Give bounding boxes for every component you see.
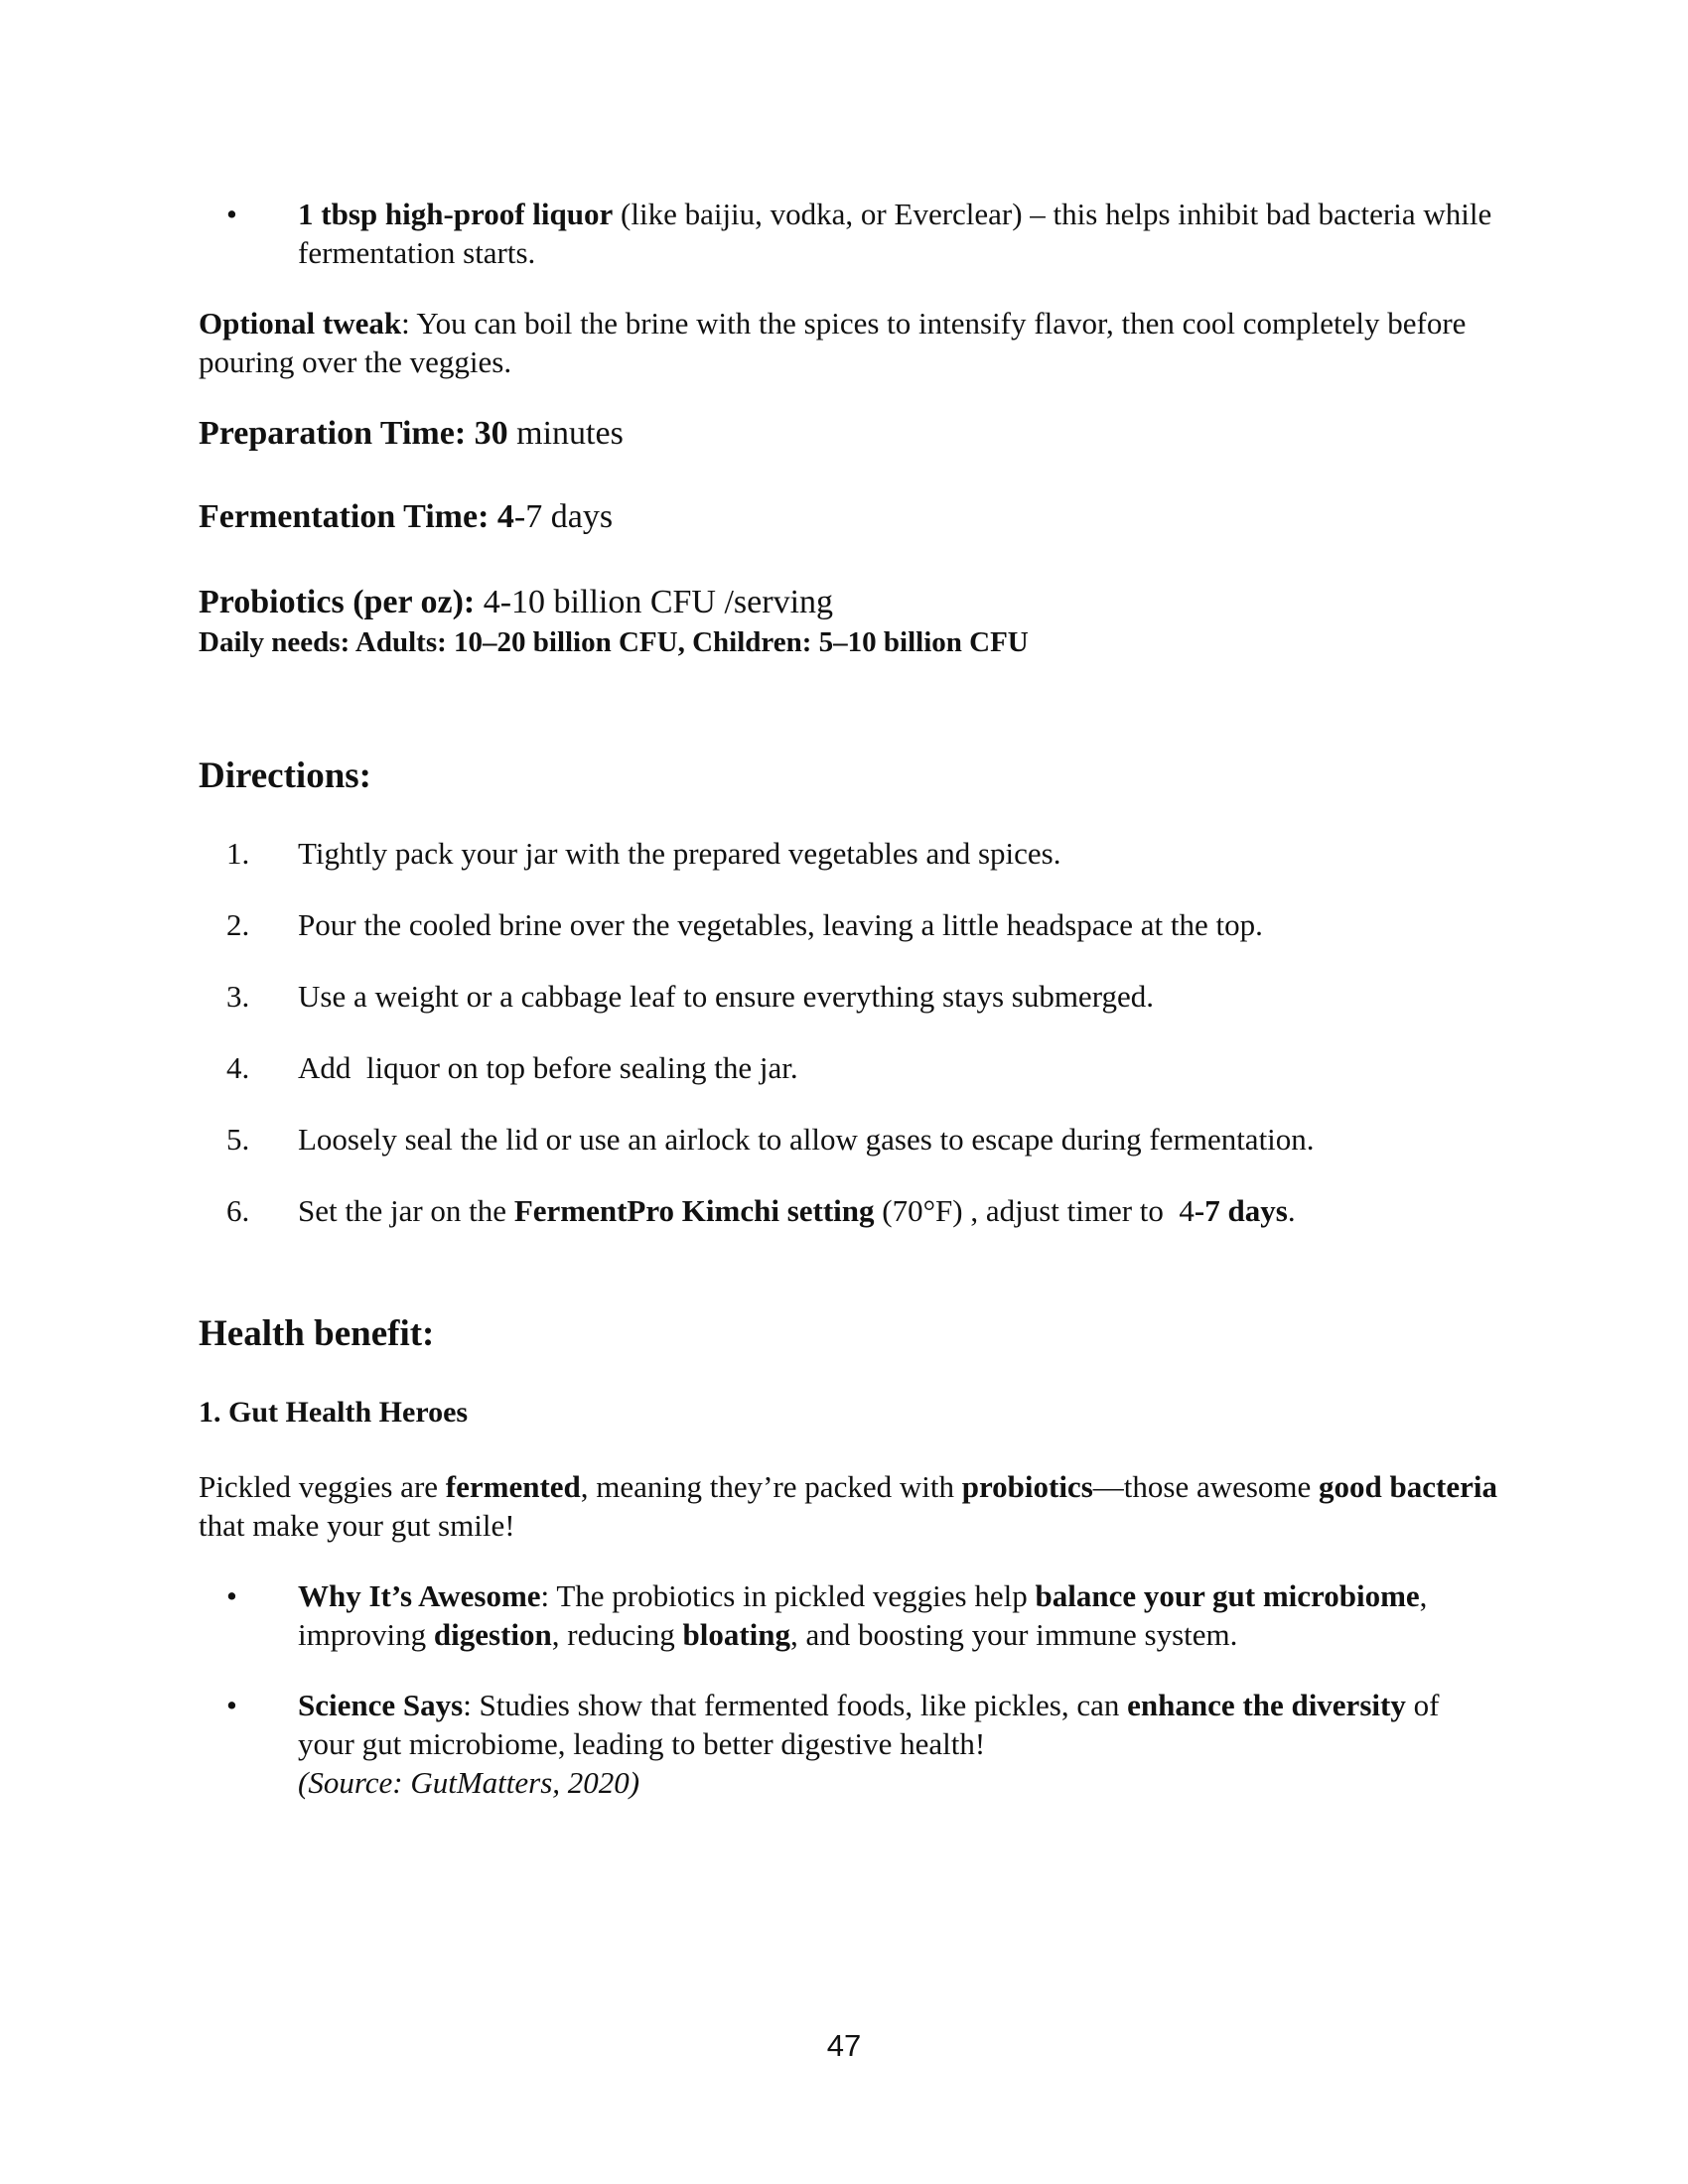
direction-step <box>199 905 1499 944</box>
step-number: 2. <box>226 907 250 942</box>
step-number: 5. <box>226 1122 250 1157</box>
step-text: Loosely seal the lid or use an airlock to allow gases to escape during fermentation. <box>298 1122 1315 1157</box>
bullet-icon: • <box>226 1578 237 1613</box>
step-text-post: . <box>1287 1193 1296 1228</box>
probiotics-label: Probiotics (per oz): <box>199 584 476 620</box>
step-text: Add liquor on top before sealing the jar. <box>298 1050 798 1085</box>
preparation-time <box>199 413 1499 455</box>
direction-step <box>199 1048 1499 1087</box>
step-number: 4. <box>226 1050 250 1085</box>
intro-bold-probiotics: probiotics <box>961 1469 1093 1504</box>
bullet-icon: • <box>226 1688 237 1722</box>
step-text: Pour the cooled brine over the vegetables, leaving a little headspace at the top. <box>298 907 1263 942</box>
step-text-setting: FermentPro Kimchi setting <box>513 1193 875 1228</box>
optional-tweak-label: Optional tweak <box>199 306 402 341</box>
probiotics-value: 4-10 billion CFU /serving <box>475 584 834 620</box>
why-awesome-label: Why It’s Awesome <box>298 1578 541 1613</box>
gut-health-intro <box>199 1467 1499 1545</box>
intro-bold-good-bacteria: good bacteria <box>1319 1469 1497 1504</box>
fermentation-time-value-rest: -7 days <box>513 498 614 535</box>
step-text-pre: Set the jar on the <box>298 1193 514 1228</box>
science-text-1: : Studies show that fermented foods, like pickles, can <box>463 1688 1128 1722</box>
why-bold-digestion: digestion <box>433 1617 552 1652</box>
preparation-time-unit: minutes <box>507 415 624 452</box>
intro-text-4: that make your gut smile! <box>199 1508 515 1543</box>
direction-step <box>199 834 1499 873</box>
fermentation-time <box>199 496 1499 538</box>
why-awesome-item <box>199 1576 1499 1654</box>
bullet-icon: • <box>226 197 237 231</box>
document-page <box>199 195 1499 1802</box>
science-source: (Source: GutMatters, 2020) <box>298 1765 640 1800</box>
why-bold-microbiome: balance your gut microbiome <box>1035 1578 1420 1613</box>
fermentation-time-value-bold: 4 <box>496 498 514 535</box>
step-number: 3. <box>226 979 250 1014</box>
intro-text-3: —those awesome <box>1092 1469 1320 1504</box>
directions-heading: Directions: <box>199 755 371 796</box>
page-number: 47 <box>826 2028 862 2063</box>
step-text-days: -7 days <box>1194 1193 1288 1228</box>
direction-step <box>199 1191 1499 1230</box>
health-benefit-heading: Health benefit: <box>199 1313 435 1354</box>
direction-step <box>199 977 1499 1016</box>
daily-needs: Daily needs: Adults: 10–20 billion CFU, Children: 5–10 billion CFU <box>199 626 1029 658</box>
step-text-mid: (70°F) , adjust timer to 4 <box>874 1193 1195 1228</box>
science-bold-diversity: enhance the diversity <box>1127 1688 1406 1722</box>
direction-step <box>199 1120 1499 1159</box>
why-text-2: , improving <box>298 1578 1428 1652</box>
why-text-4: , and boosting your immune system. <box>790 1617 1238 1652</box>
step-number: 6. <box>226 1193 250 1228</box>
intro-text-2: , meaning they’re packed with <box>580 1469 962 1504</box>
step-number: 1. <box>226 836 250 871</box>
step-text: Tightly pack your jar with the prepared vegetables and spices. <box>298 836 1061 871</box>
ingredient-liquor-item <box>199 195 1499 272</box>
intro-bold-fermented: fermented <box>445 1469 581 1504</box>
why-text-1: : The probiotics in pickled veggies help <box>540 1578 1036 1613</box>
ingredient-liquor-bold: 1 tbsp high-proof liquor <box>298 197 614 231</box>
science-says-item <box>199 1686 1499 1802</box>
preparation-time-value: 30 <box>474 415 508 452</box>
why-bold-bloating: bloating <box>682 1617 791 1652</box>
preparation-time-label: Preparation Time: <box>199 415 475 452</box>
why-text-3: , reducing <box>551 1617 683 1652</box>
optional-tweak-text: : You can boil the brine with the spices to intensify flavor, then cool completely before pouring over the veggies. <box>199 306 1467 379</box>
probiotics-line <box>199 582 1499 623</box>
fermentation-time-label: Fermentation Time: <box>199 498 497 535</box>
science-says-label: Science Says <box>298 1688 464 1722</box>
optional-tweak-paragraph <box>199 304 1499 381</box>
science-text-2: of your gut microbiome, leading to better digestive health! <box>298 1688 1440 1761</box>
intro-text-1: Pickled veggies are <box>199 1469 446 1504</box>
step-text: Use a weight or a cabbage leaf to ensure everything stays submerged. <box>298 979 1154 1014</box>
ingredient-liquor-text: (like baijiu, vodka, or Everclear) – this helps inhibit bad bacteria while fermentation starts. <box>298 197 1492 270</box>
gut-health-title: 1. Gut Health Heroes <box>199 1396 469 1429</box>
directions-list <box>199 834 1499 1230</box>
